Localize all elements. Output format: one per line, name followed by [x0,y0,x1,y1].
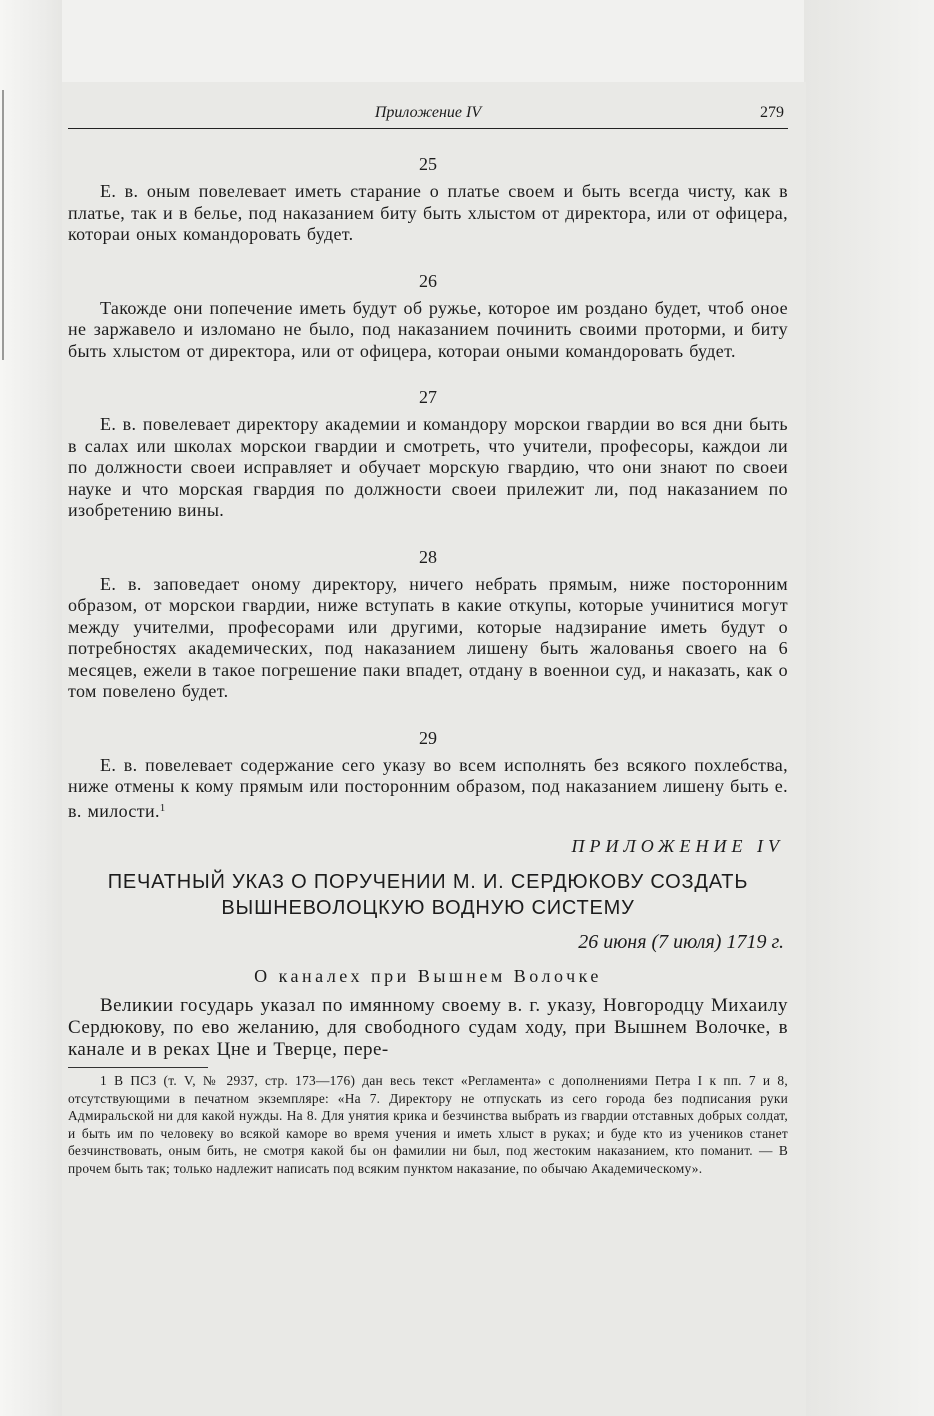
article-text: Е. в. заповедает оному директору, ничего небрать прямым, ниже посторонним образом, от морскои гвардии, ниже вступать в какие откупы, которые учинитися могут между учителми, професорами или другими, которые надзирание иметь будут о потребностях академических, под наказанием лишену быть жалованья своего на 6 месяцев, ежели в такое погрешение паки впадет, отдану в военнои суд, и наказать, как о том повелено будет. [68,573,788,701]
header-rule [68,128,788,129]
appendix-date: 26 июня (7 июля) 1719 г. [578,931,784,953]
article-text: Е. в. оным повелевает иметь старание о платье своем и быть всегда чисту, как в платье, так и в белье, под наказанием биту быть хлыстом от директора, или от офицера, котораи оных командоровать будет. [68,181,788,244]
article-number: 29 [419,727,437,748]
scan-left-margin [0,0,62,1416]
article-number: 25 [419,154,437,174]
decree-text: Великии государь указал по имянному своему в. г. указу, Новгородцу Михаилу Сердюкову, по ево желанию, для свободного судам ходу, при Вышнем Волочке, в канале и в реках Цне и Тверце, пере- [68,995,788,1060]
footnote-text: В ПСЗ (т. V, № 2937, стр. 173—176) дан весь текст «Регламента» с дополнениями Петра I к пп. 7 и 8, отсутствующими в печатном экземпляре: «На 7. Директору не отпускать из сего города без подписания руки Адмиральской ни для какой нужды. На 8. Для унятия крика и безчинства выбрать из гвардии отставных добрых солдат, и быть им по человеку во всякой каморе во время учения и иметь хлыст в руках; и буде кто из учеников станет безчинствовать, оным бить, не смотря какой бы он фамилии ни был, под жестоким наказанием, кто поманит. — В прочем быть так; только надлежит написать под всяким пунктом наказание, по обычаю Академическому». [68,1073,788,1176]
article-number: 28 [419,546,437,567]
running-head-title: Приложение IV [374,104,482,121]
article-text [68,755,788,823]
article-text: Е. в. повелевает директору академии и командору морскои гвардии во вся дни быть в салах или школах морскои гвардии и смотреть, что учители, професоры, каждои ли по должности своеи исправляет и обучает морскую гвардию, что они знают по своеи науке и что морская гвардия по должности своеи прилежит ли, под наказанием по изобретению вины. [68,414,788,520]
section-subheading: О каналех при Вышнем Волочке [254,966,602,986]
scan-right-margin [804,0,934,1416]
article-text-body: Е. в. повелевает содержание сего указу во всем исполнять без всякого похлебства, ниже отмены к кому прямым или посторонним образом, под наказанием лишену быть е. в. милости. [68,754,788,821]
running-head [68,100,788,126]
article-text: Такожде они попечение иметь будут об ружье, которое им роздано будет, чтоб оное не заржавело и изломано не было, под наказанием починить своими проторми, и биту быть хлыстом от директора, или от офицера, котораи оными командоровать будет. [68,297,788,361]
article-number: 27 [419,387,437,407]
footnote-reference: 1 [159,801,166,814]
appendix-title-line: ПЕЧАТНЫЙ УКАЗ О ПОРУЧЕНИИ М. И. СЕРДЮКОВУ СОЗДАТЬ [107,871,749,893]
footnote-rule [68,1067,208,1068]
page-number: 279 [760,104,784,121]
appendix-title [68,869,788,921]
appendix-label: ПРИЛОЖЕНИЕ IV [571,836,784,856]
page-content [68,100,788,1178]
article-number: 26 [419,270,437,291]
footnote-mark: 1 [100,1073,107,1088]
appendix-title-line: ВЫШНЕВОЛОЦКУЮ ВОДНУЮ СИСТЕМУ [221,897,635,919]
footnote [68,1072,788,1178]
